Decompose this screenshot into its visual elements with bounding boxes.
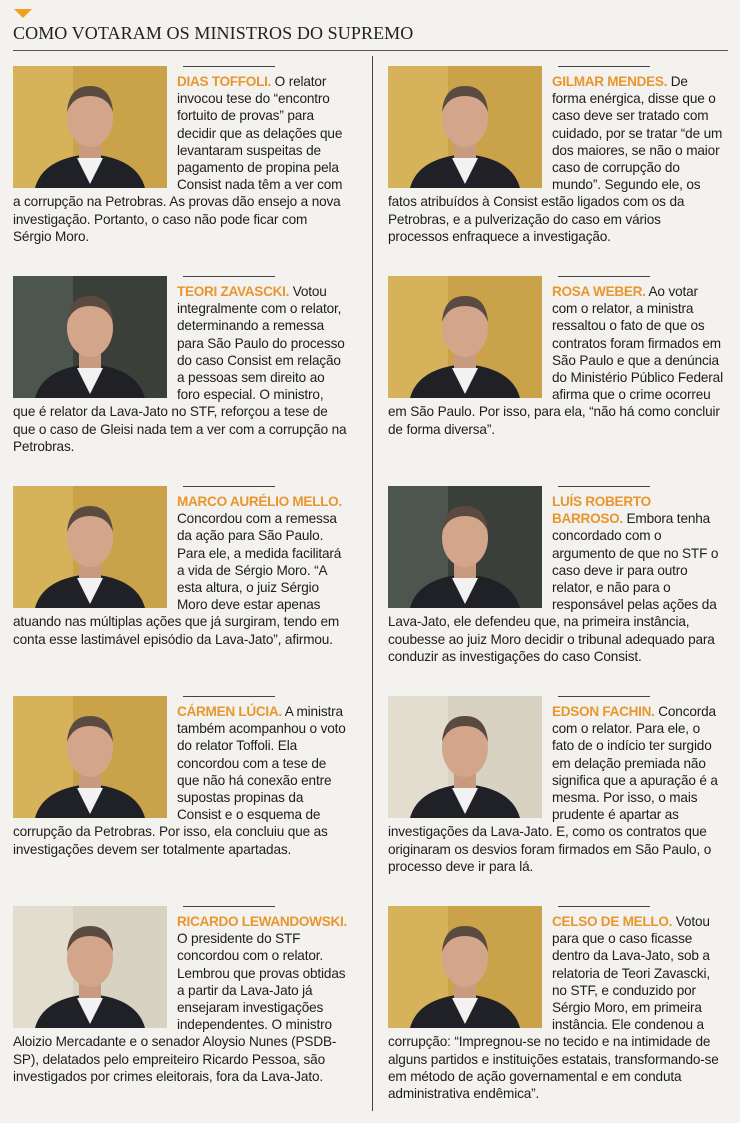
- portrait-graphic: [13, 66, 167, 188]
- minister-name: CÁRMEN LÚCIA.: [177, 704, 282, 719]
- entry-rule: [183, 486, 275, 487]
- minister-entry: [13, 276, 349, 474]
- minister-name: DIAS TOFFOLI.: [177, 74, 272, 89]
- entry-rule: [183, 906, 275, 907]
- entry-rule: [183, 696, 275, 697]
- minister-vote: Embora tenha concordado com o argumento de que no STF o caso deve ir para outro relator, e não para o responsável pelas ações da Lava-Jato, ele defendeu que, na primeira instância, coubesse ao juiz Moro decidir o tribunal adequado para conduzir as investigações do caso Consist.: [388, 511, 719, 664]
- entry-rule: [558, 696, 650, 697]
- entry-rule: [183, 276, 275, 277]
- minister-name: MARCO AURÉLIO MELLO.: [177, 494, 342, 509]
- minister-photo: [13, 696, 167, 818]
- minister-entry: [388, 276, 724, 474]
- portrait-graphic: [13, 696, 167, 818]
- entry-rule: [558, 66, 650, 67]
- portrait-graphic: [13, 486, 167, 608]
- portrait-graphic: [388, 696, 542, 818]
- minister-vote: A ministra também acompanhou o voto do relator Toffoli. Ela concordou com a tese de que não há conexão entre supostas propinas da Consist e o esquema de corrupção da Petrobras. Por isso, ela concluiu que as investigações devem ser totalmente apartadas.: [13, 704, 346, 857]
- minister-vote: Concordou com a remessa da ação para São Paulo. Para ele, a medida facilitará a vida de Sérgio Moro. “A esta altura, o juiz Sérgio Moro deve estar apenas atuando nas múltiplas ações que já surgiram, tendo em conta esse lastimável episódio da Lava-Jato”, afirmou.: [13, 511, 342, 647]
- minister-photo: [13, 486, 167, 608]
- minister-photo: [388, 486, 542, 608]
- minister-photo: [13, 66, 167, 188]
- minister-entry: [388, 66, 724, 264]
- minister-entry: [13, 696, 349, 894]
- section-marker-triangle: [14, 9, 32, 18]
- entry-rule: [558, 486, 650, 487]
- entry-rule: [183, 66, 275, 67]
- minister-photo: [388, 696, 542, 818]
- portrait-graphic: [388, 276, 542, 398]
- minister-entry: [388, 486, 724, 684]
- minister-vote: O relator invocou tese do “encontro fortuito de provas” para decidir que as delações que levantaram suspeitas de pagamento de propina pela Consist nada têm a ver com a corrupção na Petrobras. As provas dão ensejo a nova investigação. Portanto, o caso não pode ficar com Sérgio Moro.: [13, 74, 343, 244]
- minister-photo: [388, 276, 542, 398]
- minister-entry: [13, 486, 349, 684]
- column-divider: [372, 56, 373, 1111]
- minister-vote: Votou para que o caso ficasse dentro da Lava-Jato, sob a relatoria de Teori Zavascki, no STF, e conduzido por Sérgio Moro, em primeira instância. Ele condenou a corrupção: “Impregnou-se no tecido e na intimidade de alguns partidos e instituições estatais, transformando-se em método de ação governamental e em conduta administrativa endêmica”.: [388, 914, 719, 1102]
- portrait-graphic: [388, 486, 542, 608]
- minister-photo: [13, 906, 167, 1028]
- minister-entry: [13, 66, 349, 264]
- entry-rule: [558, 276, 650, 277]
- minister-name: GILMAR MENDES.: [552, 74, 668, 89]
- minister-photo: [388, 66, 542, 188]
- portrait-graphic: [13, 906, 167, 1028]
- minister-photo: [13, 276, 167, 398]
- minister-entry: [13, 906, 349, 1104]
- minister-vote: Ao votar com o relator, a ministra ressaltou o fato de que os contratos foram firmados em São Paulo e que a denúncia do Ministério Público Federal afirma que o crime ocorreu em São Paulo. Por isso, para ela, “não há como concluir de forma diversa”.: [388, 284, 723, 437]
- title-rule: [13, 50, 728, 51]
- portrait-graphic: [13, 276, 167, 398]
- minister-name: EDSON FACHIN.: [552, 704, 655, 719]
- minister-name: ROSA WEBER.: [552, 284, 646, 299]
- minister-name: RICARDO LEWANDOWSKI.: [177, 914, 347, 929]
- page-title: COMO VOTARAM OS MINISTROS DO SUPREMO: [13, 23, 414, 43]
- portrait-graphic: [388, 66, 542, 188]
- minister-entry: [388, 906, 724, 1104]
- minister-photo: [388, 906, 542, 1028]
- entry-rule: [558, 906, 650, 907]
- minister-entry: [388, 696, 724, 894]
- minister-vote: Votou integralmente com o relator, determinando a remessa para São Paulo do processo do caso Consist em relação a pessoas sem direito ao foro especial. O ministro, que é relator da Lava-Jato no STF, reforçou a tese de que o caso de Gleisi nada tem a ver com a corrupção na Petrobras.: [13, 284, 347, 454]
- minister-name: CELSO DE MELLO.: [552, 914, 673, 929]
- minister-vote: O presidente do STF concordou com o relator. Lembrou que provas obtidas a partir da Lava-Jato já ensejaram investigações independentes. O ministro Aloizio Mercadante e o senador Aloysio Nunes (PSDB-SP), delatados pelo empreiteiro Ricardo Pessoa, são investigados por crimes eleitorais, fora da Lava-Jato.: [13, 931, 346, 1084]
- minister-vote: De forma enérgica, disse que o caso deve ser tratado com cuidado, por se tratar “de um dos maiores, se não o maior caso de corrupção do mundo”. Segundo ele, os fatos atribuídos à Consist estão ligados com os da Petrobras, e a pulverização do caso em vários processos enfraquece a investigação.: [388, 74, 723, 244]
- minister-name: TEORI ZAVASCKI.: [177, 284, 290, 299]
- minister-vote: Concorda com o relator. Para ele, o fato de o indício ter surgido em delação premiada não significa que a apuração é a mesma. Por isso, o mais prudente é apartar as investigações da Lava-Jato. E, como os contratos que originaram os desvios foram firmados em São Paulo, o processo deve ir para lá.: [388, 704, 718, 874]
- portrait-graphic: [388, 906, 542, 1028]
- minister-name: LUÍS ROBERTO BARROSO.: [552, 494, 651, 527]
